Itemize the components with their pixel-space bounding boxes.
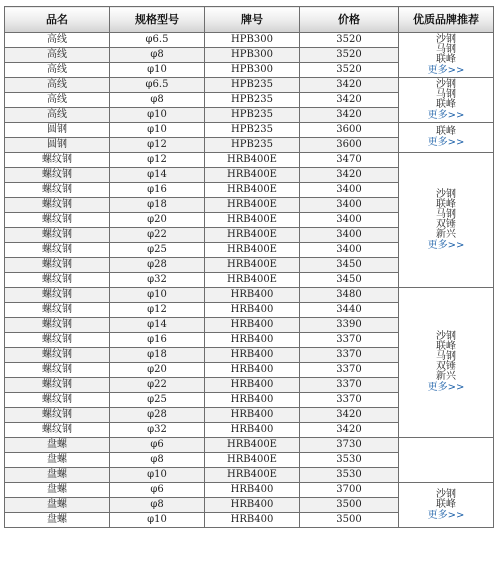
spec-cell: φ12 (110, 138, 205, 153)
price-cell: 3730 (300, 438, 399, 453)
price-cell: 3600 (300, 138, 399, 153)
brand-name: 联峰 (436, 498, 456, 510)
product-name-cell: 螺纹钢 (5, 243, 110, 258)
brand-name: 双锤 (436, 361, 456, 372)
product-name-cell: 螺纹钢 (5, 288, 110, 303)
grade-cell: HRB400E (205, 228, 300, 243)
grade-cell: HPB300 (205, 33, 300, 48)
grade-cell: HRB400E (205, 168, 300, 183)
brand-recommend-cell (399, 288, 494, 438)
brand-recommend-cell (399, 483, 494, 528)
header-price: 价格 (300, 7, 399, 33)
spec-cell: φ16 (110, 333, 205, 348)
price-cell: 3400 (300, 183, 399, 198)
steel-price-table (4, 6, 494, 528)
grade-cell: HRB400E (205, 438, 300, 453)
brand-recommend-cell (399, 33, 494, 78)
grade-cell: HPB300 (205, 48, 300, 63)
product-name-cell: 螺纹钢 (5, 258, 110, 273)
brand-name: 沙钢 (436, 331, 456, 342)
table-row (5, 438, 494, 453)
grade-cell: HRB400E (205, 243, 300, 258)
brand-name: 联峰 (436, 341, 456, 352)
product-name-cell: 盘螺 (5, 468, 110, 483)
grade-cell: HRB400E (205, 198, 300, 213)
brand-name: 新兴 (436, 371, 456, 382)
spec-cell: φ18 (110, 348, 205, 363)
spec-cell: φ6.5 (110, 33, 205, 48)
product-name-cell: 圆钢 (5, 123, 110, 138)
brand-name: 联峰 (436, 198, 456, 210)
brand-recommend-cell (399, 153, 494, 288)
spec-cell: φ8 (110, 498, 205, 513)
price-cell: 3400 (300, 213, 399, 228)
product-name-cell: 螺纹钢 (5, 303, 110, 318)
price-cell: 3370 (300, 393, 399, 408)
spec-cell: φ8 (110, 453, 205, 468)
product-name-cell: 螺纹钢 (5, 183, 110, 198)
grade-cell: HRB400 (205, 363, 300, 378)
grade-cell: HPB235 (205, 123, 300, 138)
spec-cell: φ16 (110, 183, 205, 198)
grade-cell: HPB235 (205, 108, 300, 123)
price-cell: 3520 (300, 33, 399, 48)
price-cell: 3370 (300, 333, 399, 348)
spec-cell: φ10 (110, 513, 205, 528)
brand-name: 联峰 (436, 53, 456, 65)
table-header-row (5, 7, 494, 33)
spec-cell: φ10 (110, 123, 205, 138)
brand-name: 联峰 (436, 126, 456, 137)
grade-cell: HRB400E (205, 453, 300, 468)
brand-name: 马钢 (436, 351, 456, 362)
product-name-cell: 高线 (5, 108, 110, 123)
grade-cell: HRB400E (205, 468, 300, 483)
spec-cell: φ10 (110, 63, 205, 78)
more-link[interactable]: 更多>> (427, 64, 465, 76)
brand-name: 沙钢 (436, 78, 456, 90)
spec-cell: φ6 (110, 438, 205, 453)
product-name-cell: 螺纹钢 (5, 318, 110, 333)
product-name-cell: 螺纹钢 (5, 378, 110, 393)
price-cell: 3450 (300, 258, 399, 273)
brand-name: 双锤 (436, 218, 456, 230)
table-row (5, 123, 494, 138)
price-cell: 3450 (300, 273, 399, 288)
spec-cell: φ28 (110, 258, 205, 273)
price-cell: 3420 (300, 423, 399, 438)
grade-cell: HPB300 (205, 63, 300, 78)
price-cell: 3370 (300, 348, 399, 363)
product-name-cell: 螺纹钢 (5, 333, 110, 348)
spec-cell: φ32 (110, 423, 205, 438)
price-cell: 3370 (300, 378, 399, 393)
price-cell: 3600 (300, 123, 399, 138)
spec-cell: φ22 (110, 378, 205, 393)
price-cell: 3700 (300, 483, 399, 498)
grade-cell: HRB400E (205, 258, 300, 273)
spec-cell: φ12 (110, 153, 205, 168)
product-name-cell: 高线 (5, 93, 110, 108)
product-name-cell: 螺纹钢 (5, 168, 110, 183)
grade-cell: HRB400 (205, 513, 300, 528)
header-spec: 规格型号 (110, 7, 205, 33)
brand-name: 沙钢 (436, 488, 456, 500)
grade-cell: HPB235 (205, 138, 300, 153)
spec-cell: φ14 (110, 168, 205, 183)
spec-cell: φ18 (110, 198, 205, 213)
table-row (5, 483, 494, 498)
product-name-cell: 螺纹钢 (5, 363, 110, 378)
spec-cell: φ8 (110, 93, 205, 108)
brand-recommend-cell (399, 123, 494, 153)
price-cell: 3500 (300, 513, 399, 528)
brand-name: 马钢 (436, 208, 456, 220)
price-cell: 3530 (300, 453, 399, 468)
grade-cell: HRB400 (205, 333, 300, 348)
spec-cell: φ6.5 (110, 78, 205, 93)
spec-cell: φ6 (110, 483, 205, 498)
brand-name: 马钢 (436, 43, 456, 55)
product-name-cell: 高线 (5, 33, 110, 48)
more-link[interactable]: 更多>> (427, 239, 465, 251)
grade-cell: HRB400 (205, 423, 300, 438)
brand-recommend-cell (399, 438, 494, 483)
product-name-cell: 盘螺 (5, 498, 110, 513)
product-name-cell: 盘螺 (5, 453, 110, 468)
brand-name: 沙钢 (436, 188, 456, 200)
header-grade: 牌号 (205, 7, 300, 33)
product-name-cell: 螺纹钢 (5, 273, 110, 288)
grade-cell: HRB400 (205, 498, 300, 513)
table-body (5, 33, 494, 528)
price-cell: 3400 (300, 243, 399, 258)
price-cell: 3390 (300, 318, 399, 333)
grade-cell: HRB400 (205, 303, 300, 318)
product-name-cell: 螺纹钢 (5, 213, 110, 228)
grade-cell: HRB400E (205, 153, 300, 168)
price-cell: 3400 (300, 198, 399, 213)
product-name-cell: 圆钢 (5, 138, 110, 153)
grade-cell: HRB400E (205, 213, 300, 228)
price-cell: 3500 (300, 498, 399, 513)
brand-name: 沙钢 (436, 33, 456, 45)
price-cell: 3420 (300, 93, 399, 108)
brand-name: 马钢 (436, 88, 456, 100)
grade-cell: HRB400 (205, 318, 300, 333)
price-cell: 3370 (300, 363, 399, 378)
grade-cell: HRB400 (205, 408, 300, 423)
product-name-cell: 螺纹钢 (5, 393, 110, 408)
product-name-cell: 盘螺 (5, 438, 110, 453)
spec-cell: φ8 (110, 48, 205, 63)
product-name-cell: 螺纹钢 (5, 408, 110, 423)
grade-cell: HRB400 (205, 288, 300, 303)
more-link[interactable]: 更多>> (427, 109, 465, 121)
table-row (5, 288, 494, 303)
grade-cell: HRB400E (205, 183, 300, 198)
spec-cell: φ10 (110, 108, 205, 123)
grade-cell: HPB235 (205, 93, 300, 108)
spec-cell: φ25 (110, 243, 205, 258)
product-name-cell: 高线 (5, 63, 110, 78)
spec-cell: φ10 (110, 288, 205, 303)
spec-cell: φ20 (110, 363, 205, 378)
brand-recommend-cell (399, 78, 494, 123)
price-cell: 3440 (300, 303, 399, 318)
price-cell: 3400 (300, 228, 399, 243)
table-row (5, 153, 494, 168)
table-row (5, 78, 494, 93)
spec-cell: φ20 (110, 213, 205, 228)
product-name-cell: 盘螺 (5, 483, 110, 498)
grade-cell: HRB400 (205, 348, 300, 363)
price-cell: 3480 (300, 288, 399, 303)
header-brand-recommend: 优质品牌推荐 (399, 7, 494, 33)
spec-cell: φ28 (110, 408, 205, 423)
product-name-cell: 螺纹钢 (5, 228, 110, 243)
product-name-cell: 螺纹钢 (5, 348, 110, 363)
spec-cell: φ32 (110, 273, 205, 288)
grade-cell: HRB400E (205, 273, 300, 288)
product-name-cell: 螺纹钢 (5, 198, 110, 213)
product-name-cell: 螺纹钢 (5, 153, 110, 168)
more-link[interactable]: 更多>> (427, 382, 465, 393)
spec-cell: φ10 (110, 468, 205, 483)
spec-cell: φ12 (110, 303, 205, 318)
header-product-name: 品名 (5, 7, 110, 33)
grade-cell: HRB400 (205, 378, 300, 393)
product-name-cell: 高线 (5, 48, 110, 63)
brand-name: 联峰 (436, 98, 456, 110)
product-name-cell: 螺纹钢 (5, 423, 110, 438)
spec-cell: φ14 (110, 318, 205, 333)
product-name-cell: 高线 (5, 78, 110, 93)
spec-cell: φ22 (110, 228, 205, 243)
price-cell: 3530 (300, 468, 399, 483)
more-link[interactable]: 更多>> (427, 137, 465, 148)
price-cell: 3520 (300, 63, 399, 78)
spec-cell: φ25 (110, 393, 205, 408)
grade-cell: HRB400 (205, 393, 300, 408)
brand-name: 新兴 (436, 228, 456, 240)
table-row (5, 33, 494, 48)
price-cell: 3420 (300, 408, 399, 423)
more-link[interactable]: 更多>> (427, 509, 465, 521)
grade-cell: HPB235 (205, 78, 300, 93)
price-cell: 3420 (300, 168, 399, 183)
price-cell: 3520 (300, 48, 399, 63)
grade-cell: HRB400 (205, 483, 300, 498)
price-cell: 3420 (300, 78, 399, 93)
product-name-cell: 盘螺 (5, 513, 110, 528)
price-cell: 3420 (300, 108, 399, 123)
price-cell: 3470 (300, 153, 399, 168)
